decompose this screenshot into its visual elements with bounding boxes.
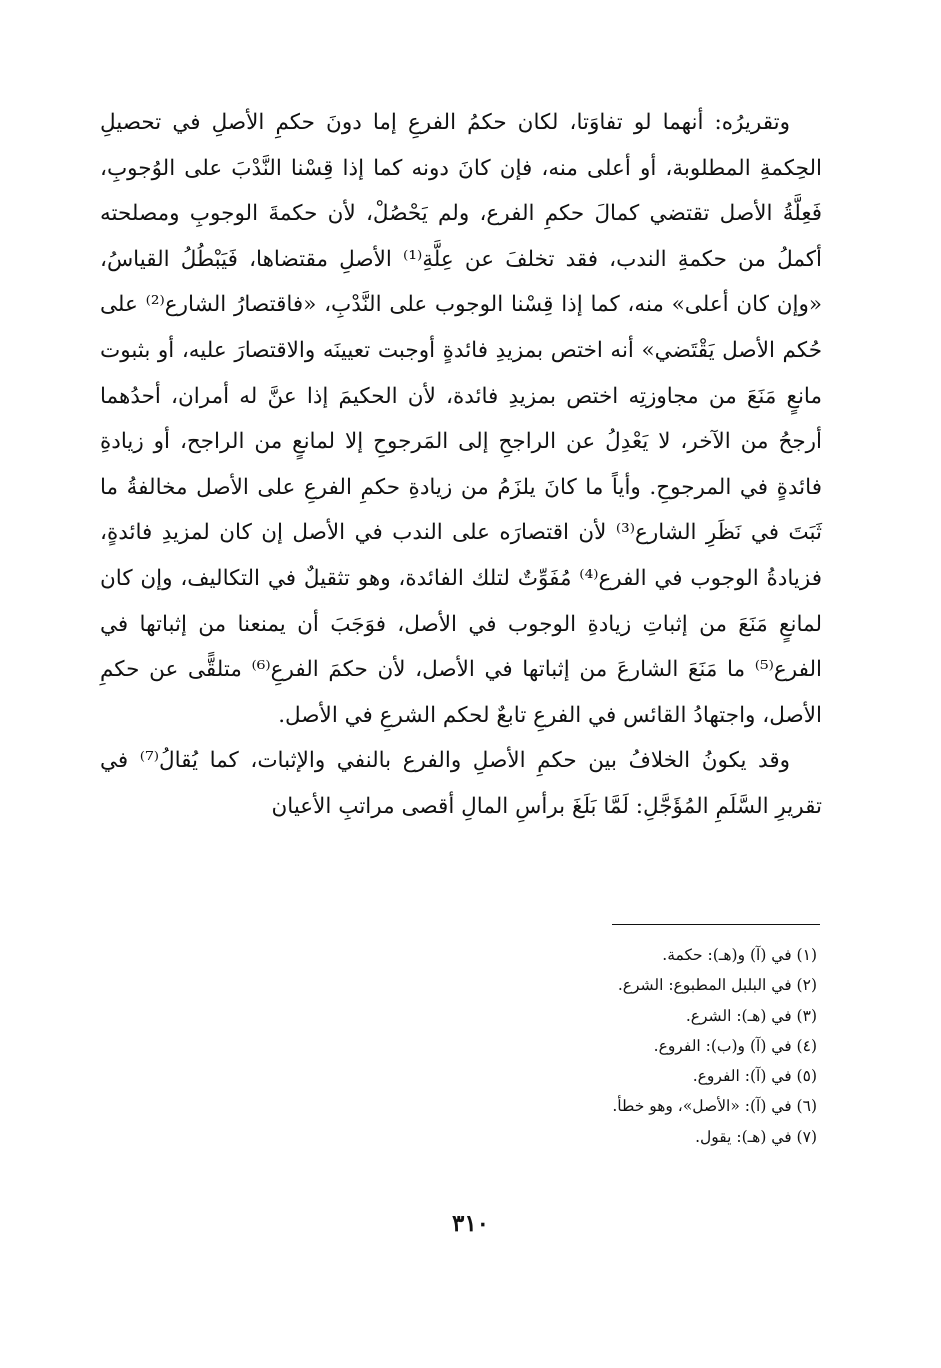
footnote-3: (٣) في (هـ): الشرع. [685, 1006, 817, 1025]
footnote-5: (٥) في (آ): الفروع. [692, 1067, 817, 1086]
footnote-6: (٦) في (آ): «الأصل»، وهو خطأ. [612, 1097, 817, 1116]
footnote-7: (٧) في (هـ): يقول. [695, 1127, 817, 1146]
footnotes [257, 940, 817, 1152]
footnote-separator [612, 924, 820, 925]
footnote-4: (٤) في (آ) و(ب): الفروع. [653, 1036, 817, 1055]
footnote-1: (١) في (آ) و(هـ): حكمة. [662, 946, 817, 964]
main-text [100, 100, 822, 830]
paragraph-2: وقد يكونُ الخلافُ بين حكمِ الأصلِ والفرع بالنفي والإثبات، كما يُقالُ⁽⁷⁾ في تقريرِ السَّلَمِ المُؤَجَّلِ: لَمَّا بَلَغَ برأسِ المالِ أقصى مراتبِ الأعيان [100, 748, 822, 819]
page-number: ٣١٠ [451, 1210, 490, 1237]
footnote-2: (٢) في البلبل المطبوع: الشرع. [617, 976, 817, 995]
paragraph-1: وتقريرُه: أنهما لو تفاوَتا، لكان حكمُ الفرعِ إما دونَ حكمِ الأصلِ في تحصيلِ الحِكمةِ المطلوبة، أو أعلى منه، فإن كانَ دونه كما إذا قِسْنا النَّدْبَ على الوُجوبِ، فَعِلَّةُ الأصل تقتضي كمالَ حكمِ الفرع، ولم يَحْصُلْ، لأن حكمةَ الوجوبِ ومصلحته أكملُ من حكمةِ الندب، فقد تخلفَ عن عِلَّةِ⁽¹⁾ الأصلِ مقتضاها، فَيَبْطُلُ القياسُ، «وإن كان أعلى» منه، كما إذا قِسْنا الوجوب على النَّدْبِ، «فاقتصارُ الشارع⁽²⁾ على حُكم الأصل يَقْتَضي» أنه اختص بمزيدِ فائدةٍ أوجبت تعيينَه والاقتصارَ عليه، أو بثبوت مانعٍ مَنَعَ من مجاوزتِه اختص بمزيدِ فائدة، لأن الحكيمَ إذا عنَّ له أمران، أحدُهما أرجحُ من الآخر، لا يَعْدِلُ عن الراجحِ إلى المَرجوحِ إلا لمانعٍ من الراجح، أو زيادةِ فائدةٍ في المرجوحِ. وأياً ما كانَ يلزَمُ من زيادةِ حكمِ الفرعِ على الأصل مخالفةُ ما ثَبَتَ في نَظَرِ الشارع⁽³⁾ لأن اقتصارَه على الندب في الأصل إن كان لمزيدِ فائدةٍ، فزيادةُ الوجوب في الفرع⁽⁴⁾ مُفَوِّتٌ لتلك الفائدة، وهو تثقيلٌ في التكاليف، وإن كان لمانعٍ مَنَعَ من إثباتِ زيادةِ الوجوب في الأصل، فوَجَبَ أن يمنعنا من إثباتها في الفرع⁽⁵⁾ ما مَنَعَ الشارعَ من إثباتها في الأصل، لأن حكمَ الفرعِ⁽⁶⁾ متلقًّى عن حكمِ الأصل، واجتهادُ القائس في الفرعِ تابعٌ لحكم الشرعِ في الأصل. [100, 110, 823, 728]
